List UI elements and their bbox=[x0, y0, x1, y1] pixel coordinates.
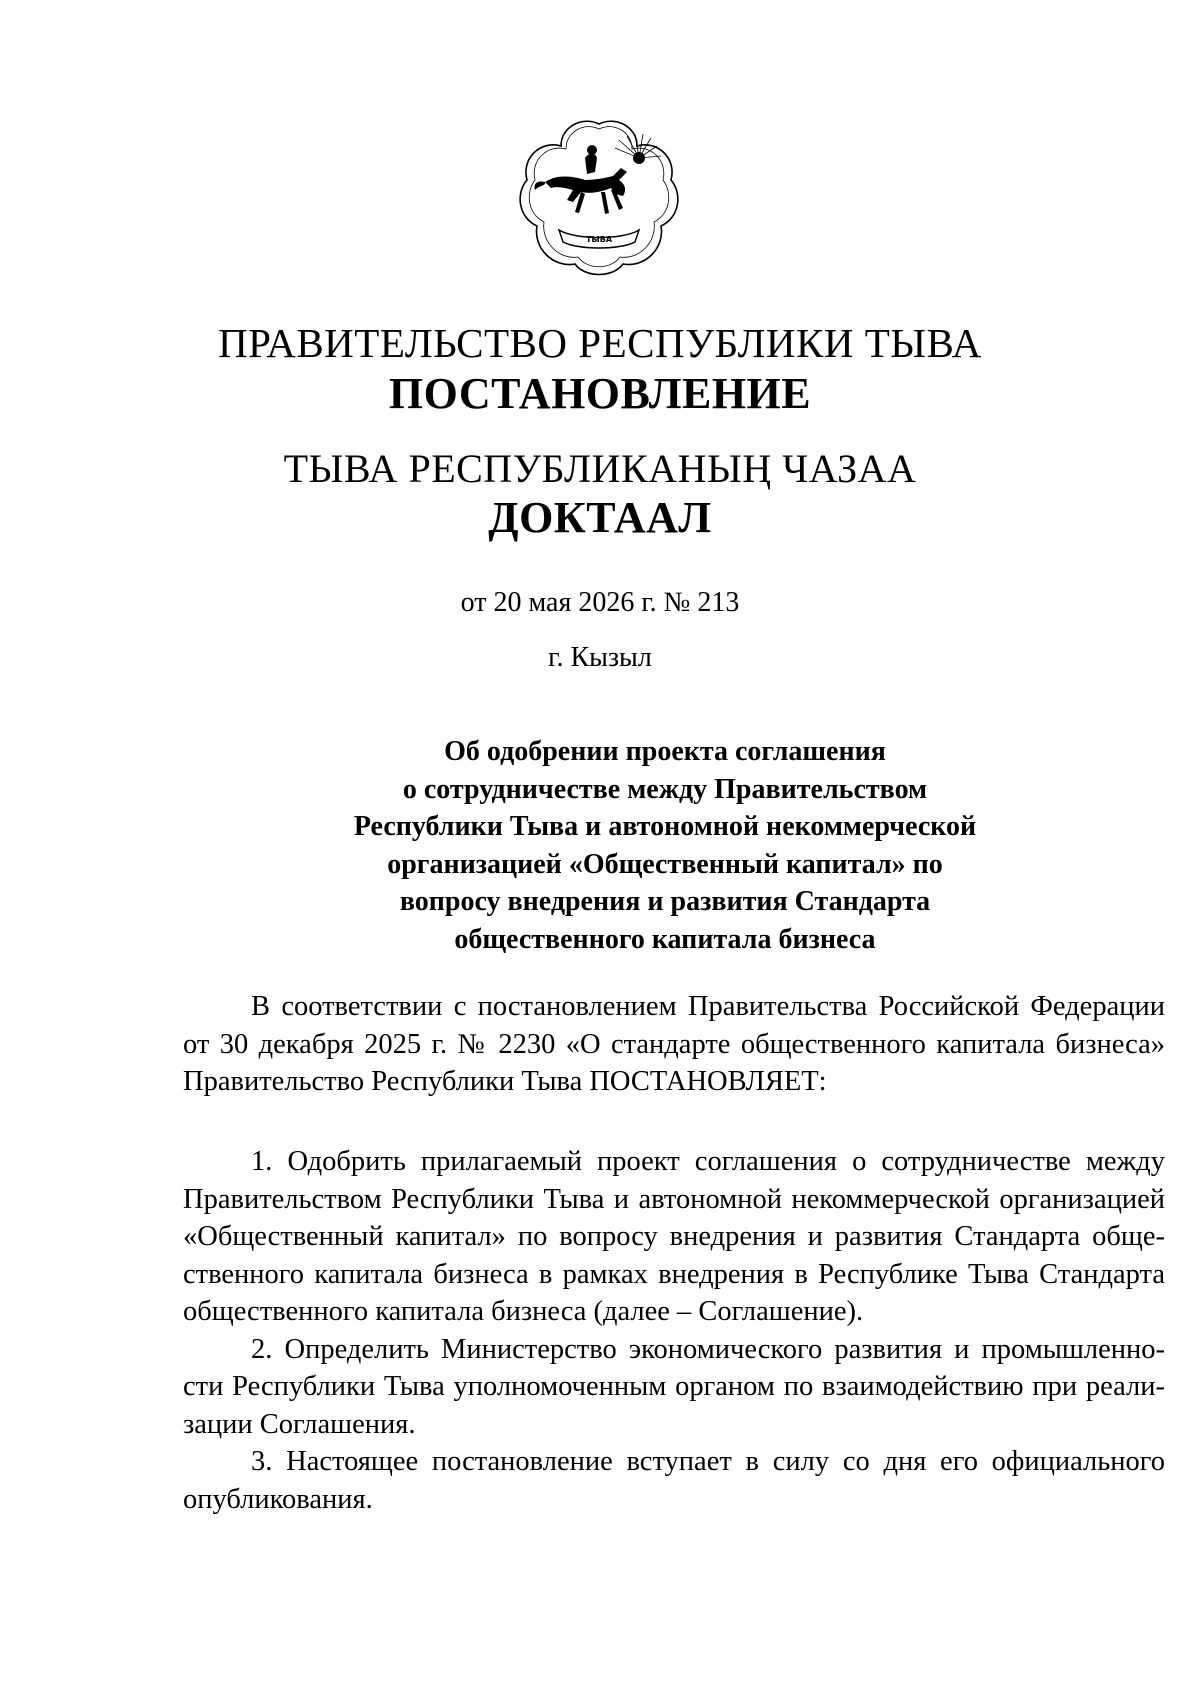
government-name-ru: ПРАВИТЕЛЬСТВО РЕСПУБЛИКИ ТЫВА bbox=[218, 320, 982, 366]
emblem-outline bbox=[520, 121, 678, 274]
paragraph-line: Правительством Республики Тыва и автономной некоммерческой организацией bbox=[183, 1183, 1165, 1215]
paragraph-line: 1. Одобрить прилагаемый проект соглашения о сотрудничестве между bbox=[251, 1146, 1165, 1177]
decree-item-2 bbox=[183, 1331, 1165, 1444]
paragraph-line: «Общественный капитал» по вопросу внедрения и развития Стандарта обще- bbox=[183, 1221, 1165, 1252]
decree-city: г. Кызыл bbox=[548, 642, 652, 673]
decree-type-tv: ДОКТААЛ bbox=[488, 493, 712, 542]
paragraph-line: общественного капитала бизнеса (далее – Соглашение). bbox=[183, 1296, 864, 1327]
tuva-coat-of-arms-icon bbox=[515, 118, 683, 280]
sun-icon bbox=[615, 134, 661, 164]
decree-date-number: от 20 мая 2026 г. № 213 bbox=[460, 587, 740, 618]
title-line: Республики Тыва и автономной некоммерческой bbox=[353, 811, 977, 842]
title-line: вопросу внедрения и развития Стандарта bbox=[399, 886, 931, 917]
preamble-paragraph bbox=[183, 988, 1165, 1101]
decree-item-3 bbox=[183, 1443, 1165, 1518]
ribbon-icon bbox=[559, 230, 639, 248]
paragraph-line: Правительство Республики Тыва ПОСТАНОВЛЯЕТ: bbox=[183, 1066, 827, 1097]
decree-items bbox=[183, 1143, 1165, 1518]
horseman-icon bbox=[534, 145, 627, 214]
government-name-tv: ТЫВА РЕСПУБЛИКАНЫҢ ЧАЗАА bbox=[283, 446, 917, 491]
title-line: о сотрудничестве между Правительством bbox=[402, 773, 928, 805]
paragraph-line: опубликования. bbox=[183, 1483, 373, 1515]
paragraph-line: 3. Настоящее постановление вступает в силу со дня его официального bbox=[251, 1446, 1165, 1477]
paragraph-line: 2. Определить Министерство экономического развития и промышленно- bbox=[251, 1333, 1165, 1365]
emblem-inner-outline bbox=[529, 127, 669, 267]
paragraph-line: от 30 декабря 2025 г. № 2230 «О стандарте общественного капитала бизнеса» bbox=[183, 1028, 1165, 1060]
paragraph-line: зации Соглашения. bbox=[183, 1408, 416, 1440]
decree-item-1 bbox=[183, 1143, 1165, 1331]
title-line: Об одобрении проекта соглашения bbox=[444, 736, 886, 767]
title-line: общественного капитала бизнеса bbox=[454, 923, 876, 955]
paragraph-line: сти Республики Тыва уполномоченным органом по взаимодействию при реали- bbox=[183, 1371, 1165, 1402]
emblem-caption: ТЫВА bbox=[585, 235, 613, 244]
decree-type-ru: ПОСТАНОВЛЕНИЕ bbox=[388, 369, 812, 418]
paragraph-line: В соответствии с постановлением Правительства Российской Федерации bbox=[251, 991, 1165, 1022]
paragraph-line: ственного капитала бизнеса в рамках внедрения в Республике Тыва Стандарта bbox=[183, 1258, 1165, 1290]
title-line: организацией «Общественный капитал» по bbox=[387, 848, 943, 880]
decree-title bbox=[340, 733, 990, 958]
